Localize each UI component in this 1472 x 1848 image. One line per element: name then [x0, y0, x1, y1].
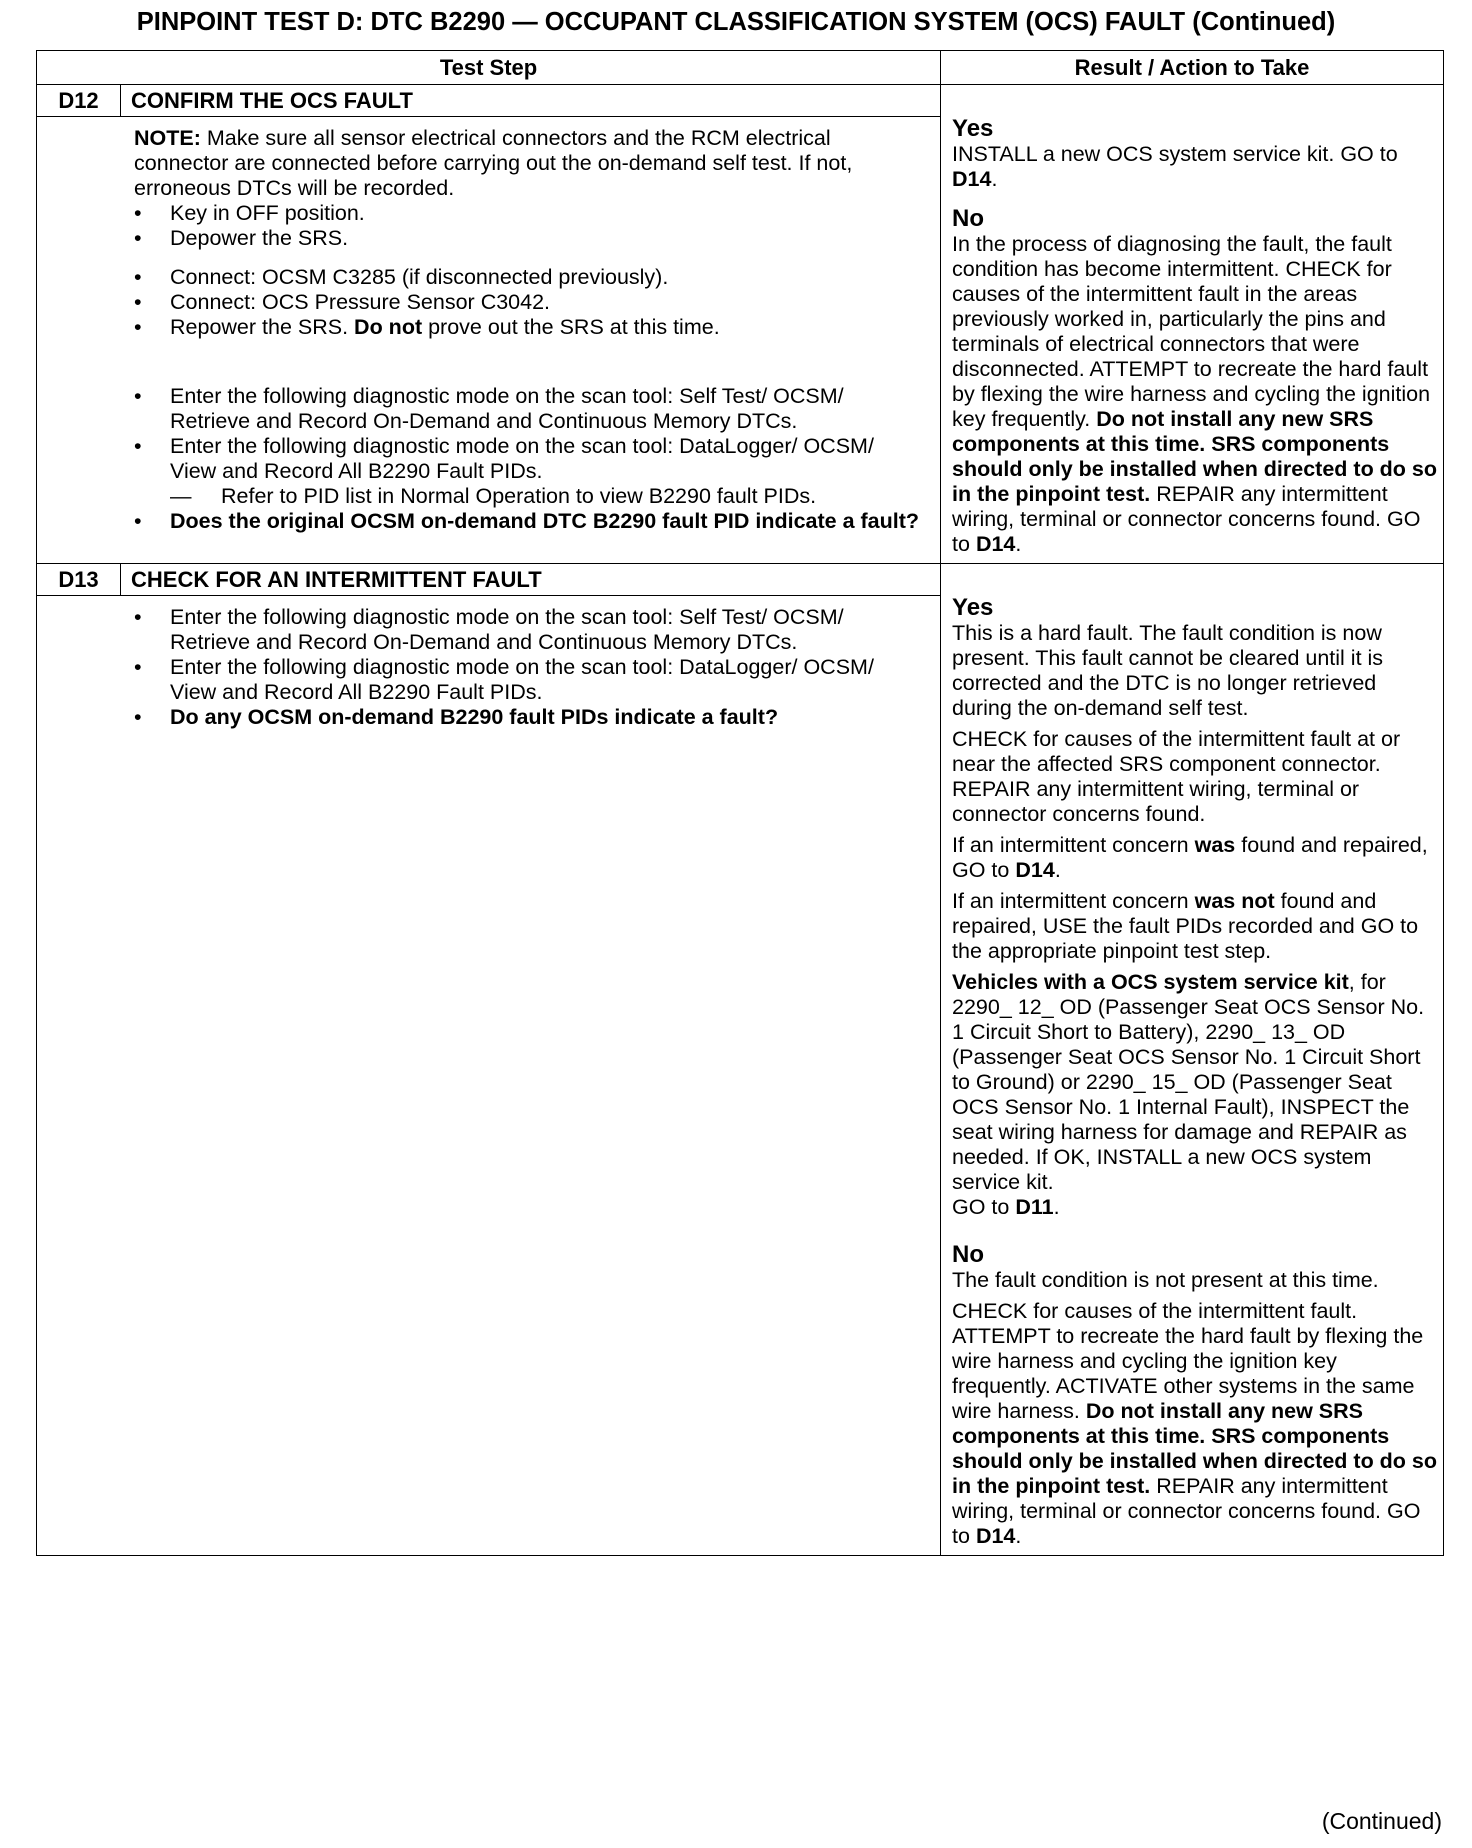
no-paragraph: CHECK for causes of the intermittent fault. ATTEMPT to recreate the hard fault by flexing the wire harness and cycling the ignition key frequently. ACTIVATE other systems in the same wire harness. Do not install any new SRS components at this time. SRS components should only be installed when directed to do so in the pinpoint test. REPAIR any intermittent wiring, terminal or connector concerns found. GO to D14.: [952, 1299, 1438, 1548]
list-item: • Connect: OCSM C3285 (if disconnected previously).: [134, 265, 920, 290]
test-step-header: Test Step: [37, 51, 941, 85]
list-item: • Key in OFF position.: [134, 201, 920, 226]
step-id: D12: [37, 85, 121, 117]
result-cell-d13: [941, 564, 1444, 1556]
question-item: • Does the original OCSM on-demand DTC B2290 fault PID indicate a fault?: [134, 509, 920, 534]
result-cell-d12: [941, 85, 1444, 564]
continued-label: (Continued): [1321, 1808, 1442, 1834]
yes-label: Yes: [952, 594, 994, 621]
step-list: [134, 201, 920, 251]
step-id: D13: [37, 564, 121, 596]
result-header: Result / Action to Take: [941, 51, 1444, 85]
list-item: • Repower the SRS. Do not prove out the SRS at this time.: [134, 315, 920, 340]
step-content-d13: [37, 596, 941, 1556]
no-paragraph: The fault condition is not present at this time.: [952, 1268, 1379, 1292]
no-label: No: [952, 1241, 985, 1268]
yes-paragraph: CHECK for causes of the intermittent fault at or near the affected SRS component connector. REPAIR any intermittent wiring, terminal or connector concerns found.: [952, 727, 1401, 826]
step-row-d13: [37, 564, 1444, 596]
list-item: • Enter the following diagnostic mode on the scan tool: DataLogger/ OCSM/ View and Record All B2290 Fault PIDs.: [134, 434, 920, 484]
step-row-d12: [37, 85, 1444, 117]
list-item: • Depower the SRS.: [134, 226, 920, 251]
note: NOTE: Make sure all sensor electrical connectors and the RCM electrical connector are connected before carrying out the on-demand self test. If not, erroneous DTCs will be recorded.: [134, 126, 853, 200]
step-list: [134, 265, 920, 340]
step-list: [134, 605, 920, 730]
no-label: No: [952, 205, 985, 232]
sub-list-item: — Refer to PID list in Normal Operation to view B2290 fault PIDs.: [134, 484, 920, 509]
page-title: PINPOINT TEST D: DTC B2290 — OCCUPANT CLASSIFICATION SYSTEM (OCS) FAULT (Continued): [136, 8, 1336, 36]
list-item: • Enter the following diagnostic mode on the scan tool: Self Test/ OCSM/ Retrieve and Record On-Demand and Continuous Memory DTCs.: [134, 384, 920, 434]
pinpoint-test-table: [36, 50, 1444, 1556]
step-title: CHECK FOR AN INTERMITTENT FAULT: [121, 564, 941, 596]
yes-text: INSTALL a new OCS system service kit. GO to D14.: [952, 142, 1398, 191]
yes-label: Yes: [952, 115, 994, 142]
no-text: In the process of diagnosing the fault, the fault condition has become intermittent. CHECK for causes of the intermittent fault in the areas previously worked in, particularly the pins and terminals of electrical connectors that were disconnected. ATTEMPT to recreate the hard fault by flexing the wire harness and cycling the ignition key frequently. Do not install any new SRS components at this time. SRS components should only be installed when directed to do so in the pinpoint test. REPAIR any intermittent wiring, terminal or connector concerns found. GO to D14.: [952, 232, 1438, 556]
list-item: • Enter the following diagnostic mode on the scan tool: Self Test/ OCSM/ Retrieve and Record On-Demand and Continuous Memory DTCs.: [134, 605, 920, 655]
yes-paragraph: Vehicles with a OCS system service kit, for 2290_ 12_ OD (Passenger Seat OCS Sensor No. 1 Circuit Short to Battery), 2290_ 13_ OD (Passenger Seat OCS Sensor No. 1 Circuit Short to Ground) or 2290_ 15_ OD (Passenger Seat OCS Sensor No. 1 Internal Fault), INSPECT the seat wiring harness for damage and REPAIR as needed. If OK, INSTALL a new OCS system service kit. GO to D11.: [952, 970, 1425, 1219]
yes-paragraph: This is a hard fault. The fault condition is now present. This fault cannot be cleared until it is corrected and the DTC is no longer retrieved during the on-demand self test.: [952, 621, 1384, 720]
question-item: • Do any OCSM on-demand B2290 fault PIDs indicate a fault?: [134, 705, 920, 730]
step-title: CONFIRM THE OCS FAULT: [121, 85, 941, 117]
yes-paragraph: If an intermittent concern was found and repaired, GO to D14.: [952, 833, 1428, 882]
yes-paragraph: If an intermittent concern was not found and repaired, USE the fault PIDs recorded and GO to the appropriate pinpoint test step.: [952, 889, 1419, 963]
list-item: • Enter the following diagnostic mode on the scan tool: DataLogger/ OCSM/ View and Record All B2290 Fault PIDs.: [134, 655, 920, 705]
table-header-row: [37, 51, 1444, 85]
step-content-d12: [37, 117, 941, 564]
step-list: [134, 384, 920, 534]
list-item: • Connect: OCS Pressure Sensor C3042.: [134, 290, 920, 315]
